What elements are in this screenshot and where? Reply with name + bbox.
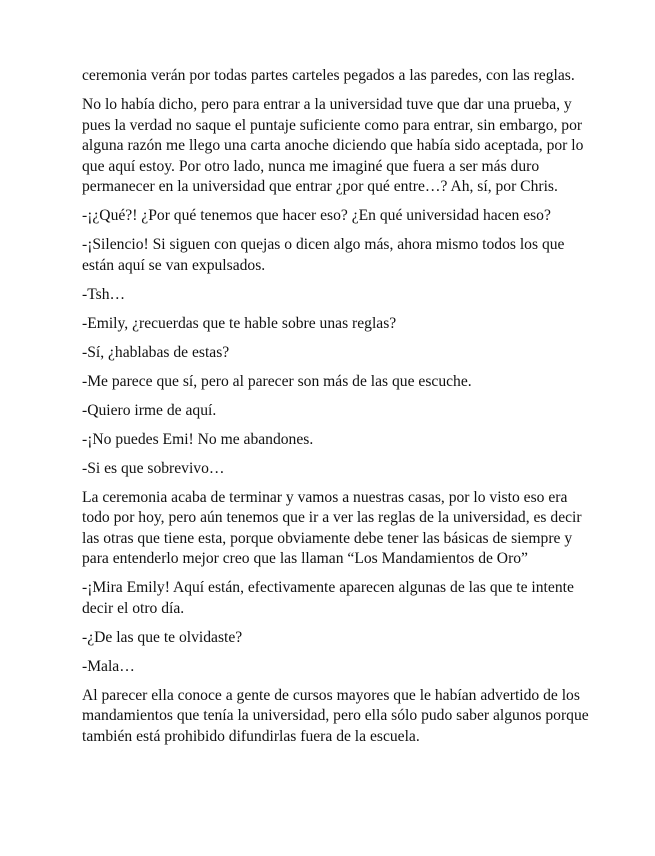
paragraph-4: Al parecer ella conoce a gente de cursos mayores que le habían advertido de los mandamientos que tenía la universidad, pero ella sólo pudo saber algunos porque también está prohibido difundirlas fuera de la escuela. [82, 686, 589, 745]
dialogue-line-12: -Mala… [82, 657, 135, 675]
paragraph-1: ceremonia verán por todas partes carteles pegados a las paredes, con las reglas. [82, 67, 575, 84]
paragraph-3: La ceremonia acaba de terminar y vamos a nuestras casas, por lo visto eso era todo por hoy, pero aún tenemos que ir a ver las reglas de la universidad, es decir las otras que tiene esta, porque obviamente debe tener las básicas de siempre y para entenderlo mejor creo que las llaman “Los Mandamientos de Oro” [82, 488, 582, 567]
dialogue-line-11: -¿De las que te olvidaste? [82, 628, 243, 646]
dialogue-line-1: -¡¿Qué?! ¿Por qué tenemos que hacer eso? ¿En qué universidad hacen eso? [82, 207, 551, 224]
dialogue-line-8: -¡No puedes Emi! No me abandones. [82, 430, 314, 448]
paragraph-2: No lo había dicho, pero para entrar a la universidad tuve que dar una prueba, y pues la verdad no saque el puntaje suficiente como para entrar, sin embargo, por alguna razón me llego una carta anoche diciendo que había sido aceptada, por lo que aquí estoy. Por otro lado, nunca me imaginé que fuera a ser más duro permanecer en la universidad que entrar ¿por qué entre…? Ah, sí, por Chris. [82, 96, 584, 195]
dialogue-line-2: -¡Silencio! Si siguen con quejas o dicen algo más, ahora mismo todos los que están aquí se van expulsados. [82, 236, 565, 274]
dialogue-line-7: -Quiero irme de aquí. [82, 401, 217, 419]
dialogue-line-10: -¡Mira Emily! Aquí están, efectivamente aparecen algunas de las que te intente decir el otro día. [82, 579, 574, 617]
dialogue-line-4: -Emily, ¿recuerdas que te hable sobre unas reglas? [82, 314, 397, 332]
dialogue-line-9: -Si es que sobrevivo… [82, 459, 225, 477]
dialogue-line-5: -Sí, ¿hablabas de estas? [82, 343, 230, 361]
document-page [82, 66, 590, 756]
dialogue-line-3: -Tsh… [82, 285, 126, 303]
dialogue-line-6: -Me parece que sí, pero al parecer son más de las que escuche. [82, 372, 472, 390]
